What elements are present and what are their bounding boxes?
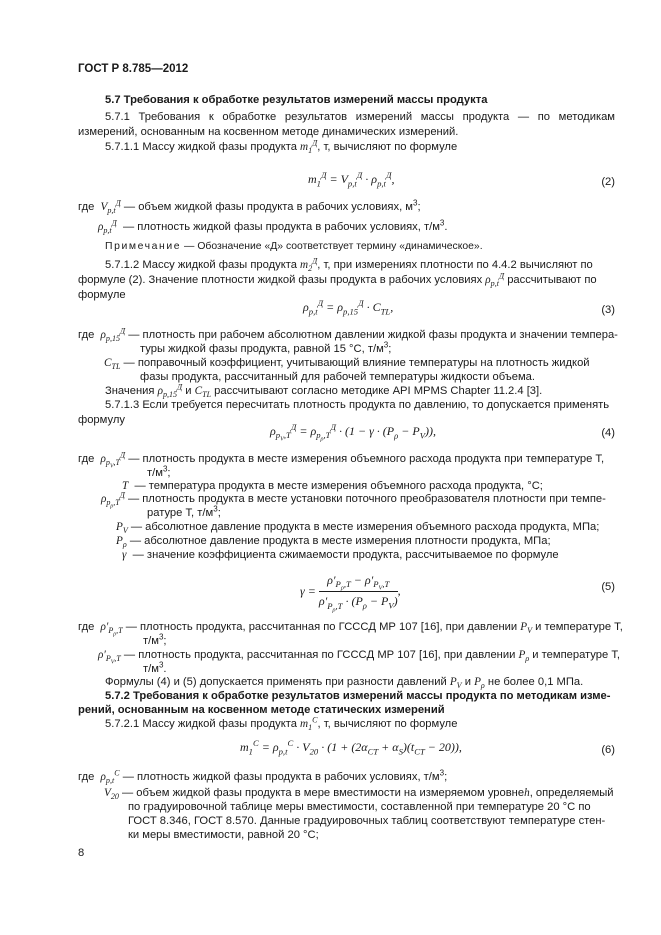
section-title-5-7-2-line1: 5.7.2 Требования к обработке результатов измерений массы продукта по методикам изме- (105, 690, 611, 702)
definition-v20-cont1: по градуировочной таблице меры вместимости, составленной при температуре 20 °С по (128, 801, 591, 813)
definition-rho-pv: где $\rho_{p_V,T}^Д$ — плотность продукта в месте измерения объемного расхода продукта при температуре Т, (78, 450, 605, 470)
note: Примечание — Обозначение «Д» соответствует термину «динамическое». (105, 241, 483, 252)
section-title-5-7-2-line2: рений, основанным на косвенном методе статических измерений (78, 704, 445, 716)
definition-v20-cont3: ки меры вместимости, равной 20 °С; (128, 829, 319, 841)
paragraph-5-7-1-2-line2: формуле (2). Значение плотности жидкой фазы продукта в рабочих условиях $\rho_{p,t}^Д$ рассчитывают по (78, 271, 597, 289)
formula-4: $\rho_{p_V,T}^Д = \rho_{p_\rho,T}^Д \cdot (1 - \gamma \cdot (P_\rho - P_V))$, (270, 422, 436, 444)
formula-2-number: (2) (601, 176, 615, 188)
page-number: 8 (78, 847, 85, 859)
section-title-5-7: 5.7 Требования к обработке результатов измерений массы продукта (105, 94, 488, 106)
definition-rho-prho-cont: ратуре Т, $т/м^3$; (147, 504, 221, 519)
definition-v: где $V_{p,t}^Д$ — объем жидкой фазы продукта в рабочих условиях, $м^3$; (78, 198, 421, 216)
definition-gamma: γ — значение коэффициента сжимаемости продукта, рассчитываемое по формуле (122, 549, 559, 561)
definition-rho15-cont: туры жидкой фазы продукта, равной 15 °С, $т/м^3$; (140, 340, 392, 355)
document-header: ГОСТ Р 8.785—2012 (78, 63, 189, 75)
definition-rho15: где $\rho_{p,15}^Д$ — плотность при рабочем абсолютном давлении жидкой фазы продукта и значении темпера- (78, 326, 618, 344)
symbol-m1: $m_1^Д$ (300, 138, 318, 156)
paragraph-5-7-2-1: 5.7.2.1 Массу жидкой фазы продукта $m_1^C$, т, вычисляют по формуле (105, 715, 458, 733)
definition-v20: $V_{20}$ — объем жидкой фазы продукта в мере вместимости на измеряемом уровнеh, определяемый (104, 787, 614, 802)
definition-rho-prho: $\rho_{p_\rho,T}^Д$ — плотность продукта в месте установки поточного преобразователя плотности при темпе- (101, 490, 606, 510)
formula-4-number: (4) (601, 427, 615, 439)
paragraph-tail: т, вычисляют по формуле (323, 141, 458, 153)
paragraph-5-7-1-2-line1: 5.7.1.2 Массу жидкой фазы продукта $m_2^Д$, т, при измерениях плотности по 4.4.2 вычисляют по (105, 256, 593, 274)
paragraph-5-7-1: 5.7.1 Требования к обработке результатов измерений массы продукта — по методикам измерений, основанным на косвенном методе динамических измерений. (78, 111, 615, 138)
formula-5-number: (5) (601, 581, 615, 593)
definition-prho: $P_\rho$ — абсолютное давление продукта в месте измерения плотности продукта, МПа; (116, 535, 551, 550)
definition-rho-pv-cont: $т/м^3$; (147, 464, 171, 479)
definition-rho-prime-pv-cont: $т/м^3$. (143, 660, 167, 675)
paragraph-5-7-1-2-line3: формуле (78, 289, 126, 301)
definition-rho-prime-prho-cont: $т/м^3$; (143, 632, 167, 647)
definition-rho-prime-prho: где $\rho'_{P_\rho,T}$ — плотность продукта, рассчитанная по ГССCД МР 107 [16], при давлении $P_V$ и температуре Т, (78, 621, 623, 638)
paragraph-5-7-1-1: 5.7.1.1 Массу жидкой фазы продукта $m_1^Д$, т, вычисляют по формуле (105, 138, 458, 156)
values-note: Значения $\rho_{p,15}^Д$ и $C_{TL}$ рассчитывают согласно методике API MPMS Chapter 11.2.4 [3]. (105, 382, 543, 400)
formula-6-number: (6) (601, 744, 615, 756)
definition-ctl-cont: фазы продукта, рассчитанный для рабочей температуры жидкости объема. (140, 371, 535, 383)
formula-condition: Формулы (4) и (5) допускается применять при разности давлений $P_V$ и $P_\rho$ не более 0,1 МПа. (105, 676, 584, 691)
definition-pv: $P_V$ — абсолютное давление продукта в месте измерения объемного расхода продукта, МПа; (116, 521, 600, 536)
definition-rho: $\rho_{p,t}^Д$ — плотность жидкой фазы продукта в рабочих условиях, $т/м^3$. (98, 218, 448, 236)
formula-6: $m_1^C = \rho_{p,t}^C \cdot V_{20} \cdot (1 + (2\alpha_{CT} + \alpha_S)(t_{CT} - 20))$, (240, 738, 462, 757)
formula-3: $\rho_{p,t}^Д = \rho_{p,15}^Д \cdot C_{TL}$, (303, 298, 394, 317)
formula-5: γ = $\frac{\rho'_{P_\rho,T} - \rho'_{P_V,T}}{\rho'_{P_\rho,T} \cdot (P_\rho - P_V)}$ , (300, 573, 401, 614)
definition-rho-static: где $\rho_{p,t}^C$ — плотность жидкой фазы продукта в рабочих условиях, $т/м^3$; (78, 768, 448, 786)
definition-ctl: $C_{TL}$ — поправочный коэффициент, учитывающий влияние температуры на плотность жидкой (104, 357, 590, 372)
paragraph-text: 5.7.1.1 Массу жидкой фазы продукта (105, 141, 297, 153)
paragraph-5-7-1-3-line2: формулу (78, 414, 125, 426)
formula-3-number: (3) (601, 304, 615, 316)
paragraph-5-7-1-3-line1: 5.7.1.3 Если требуется пересчитать плотность продукта по давлению, то допускается применять (105, 399, 610, 411)
definition-t: T — температура продукта в месте измерения объемного расхода продукта, °С; (122, 480, 543, 492)
definition-rho-prime-pv: $\rho'_{P_V,T}$ — плотность продукта, рассчитанная по ГССCД МР 107 [16], при давлении $P_\rho$ и температуре Т, (98, 649, 621, 666)
formula-2: $m_1^Д = V_{p,t}^Д \cdot \rho_{p,t}^Д$, (308, 170, 395, 189)
definition-v20-cont2: ГОСТ 8.346, ГОСТ 8.570. Данные градуировочных таблиц соответствуют температуре стен- (128, 815, 606, 827)
